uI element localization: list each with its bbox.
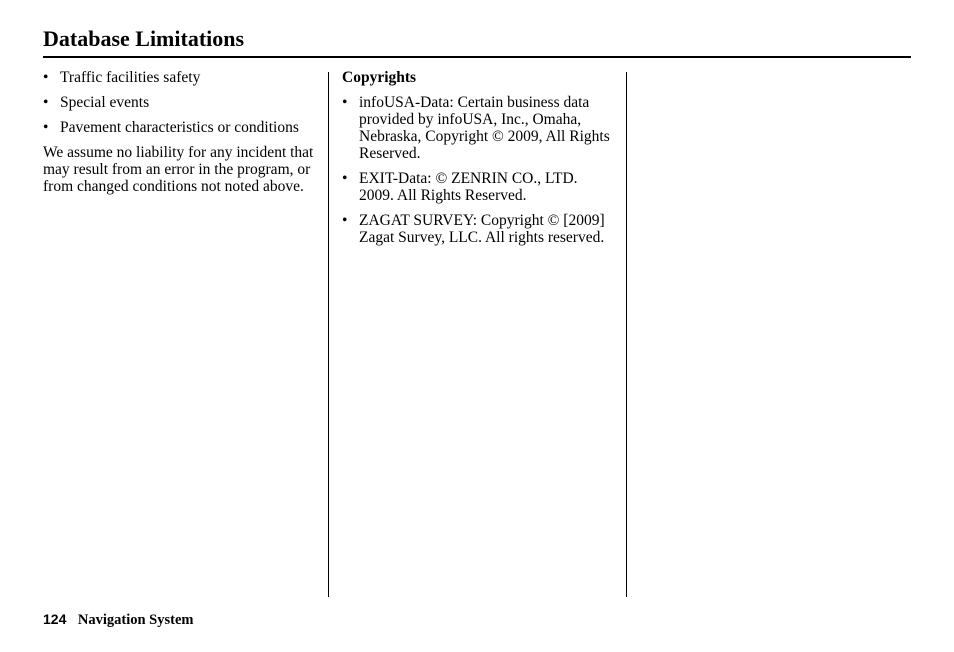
list-item-text: Pavement characteristics or conditions — [60, 119, 299, 136]
copyrights-heading: Copyrights — [342, 69, 417, 86]
page-number: 124 — [43, 611, 67, 627]
column-middle — [342, 68, 614, 254]
list-item — [43, 69, 315, 86]
column-left — [43, 68, 315, 195]
bullet-list-left — [43, 69, 315, 136]
bullet-icon: • — [342, 212, 348, 229]
title-divider — [43, 56, 911, 58]
list-item-text: ZAGAT SURVEY: Copyright © [2009] Zagat Survey, LLC. All rights reserved. — [359, 212, 605, 246]
bullet-icon: • — [43, 69, 49, 86]
bullet-icon: • — [43, 119, 49, 136]
footer-section-title: Navigation System — [77, 612, 194, 628]
page-footer — [43, 610, 193, 630]
list-item-text: Traffic facilities safety — [60, 69, 201, 86]
column-divider — [626, 72, 627, 597]
list-item-text: Special events — [60, 94, 150, 111]
bullet-icon: • — [43, 94, 49, 111]
list-item-text: EXIT-Data: © ZENRIN CO., LTD. 2009. All Rights Reserved. — [359, 170, 578, 204]
list-item — [43, 119, 315, 136]
bullet-icon: • — [342, 170, 348, 187]
column-divider — [328, 72, 329, 597]
list-item — [342, 94, 614, 162]
list-item — [342, 170, 614, 204]
bullet-list-copyrights — [342, 94, 614, 246]
liability-paragraph: We assume no liability for any incident that may result from an error in the program, or from changed conditions not noted above. — [43, 144, 314, 195]
list-item — [342, 212, 614, 246]
list-item-text: infoUSA-Data: Certain business data provided by infoUSA, Inc., Omaha, Nebraska, Copyright © 2009, All Rights Reserved. — [359, 94, 610, 162]
bullet-icon: • — [342, 94, 348, 111]
page-title: Database Limitations — [43, 26, 245, 51]
list-item — [43, 94, 315, 111]
